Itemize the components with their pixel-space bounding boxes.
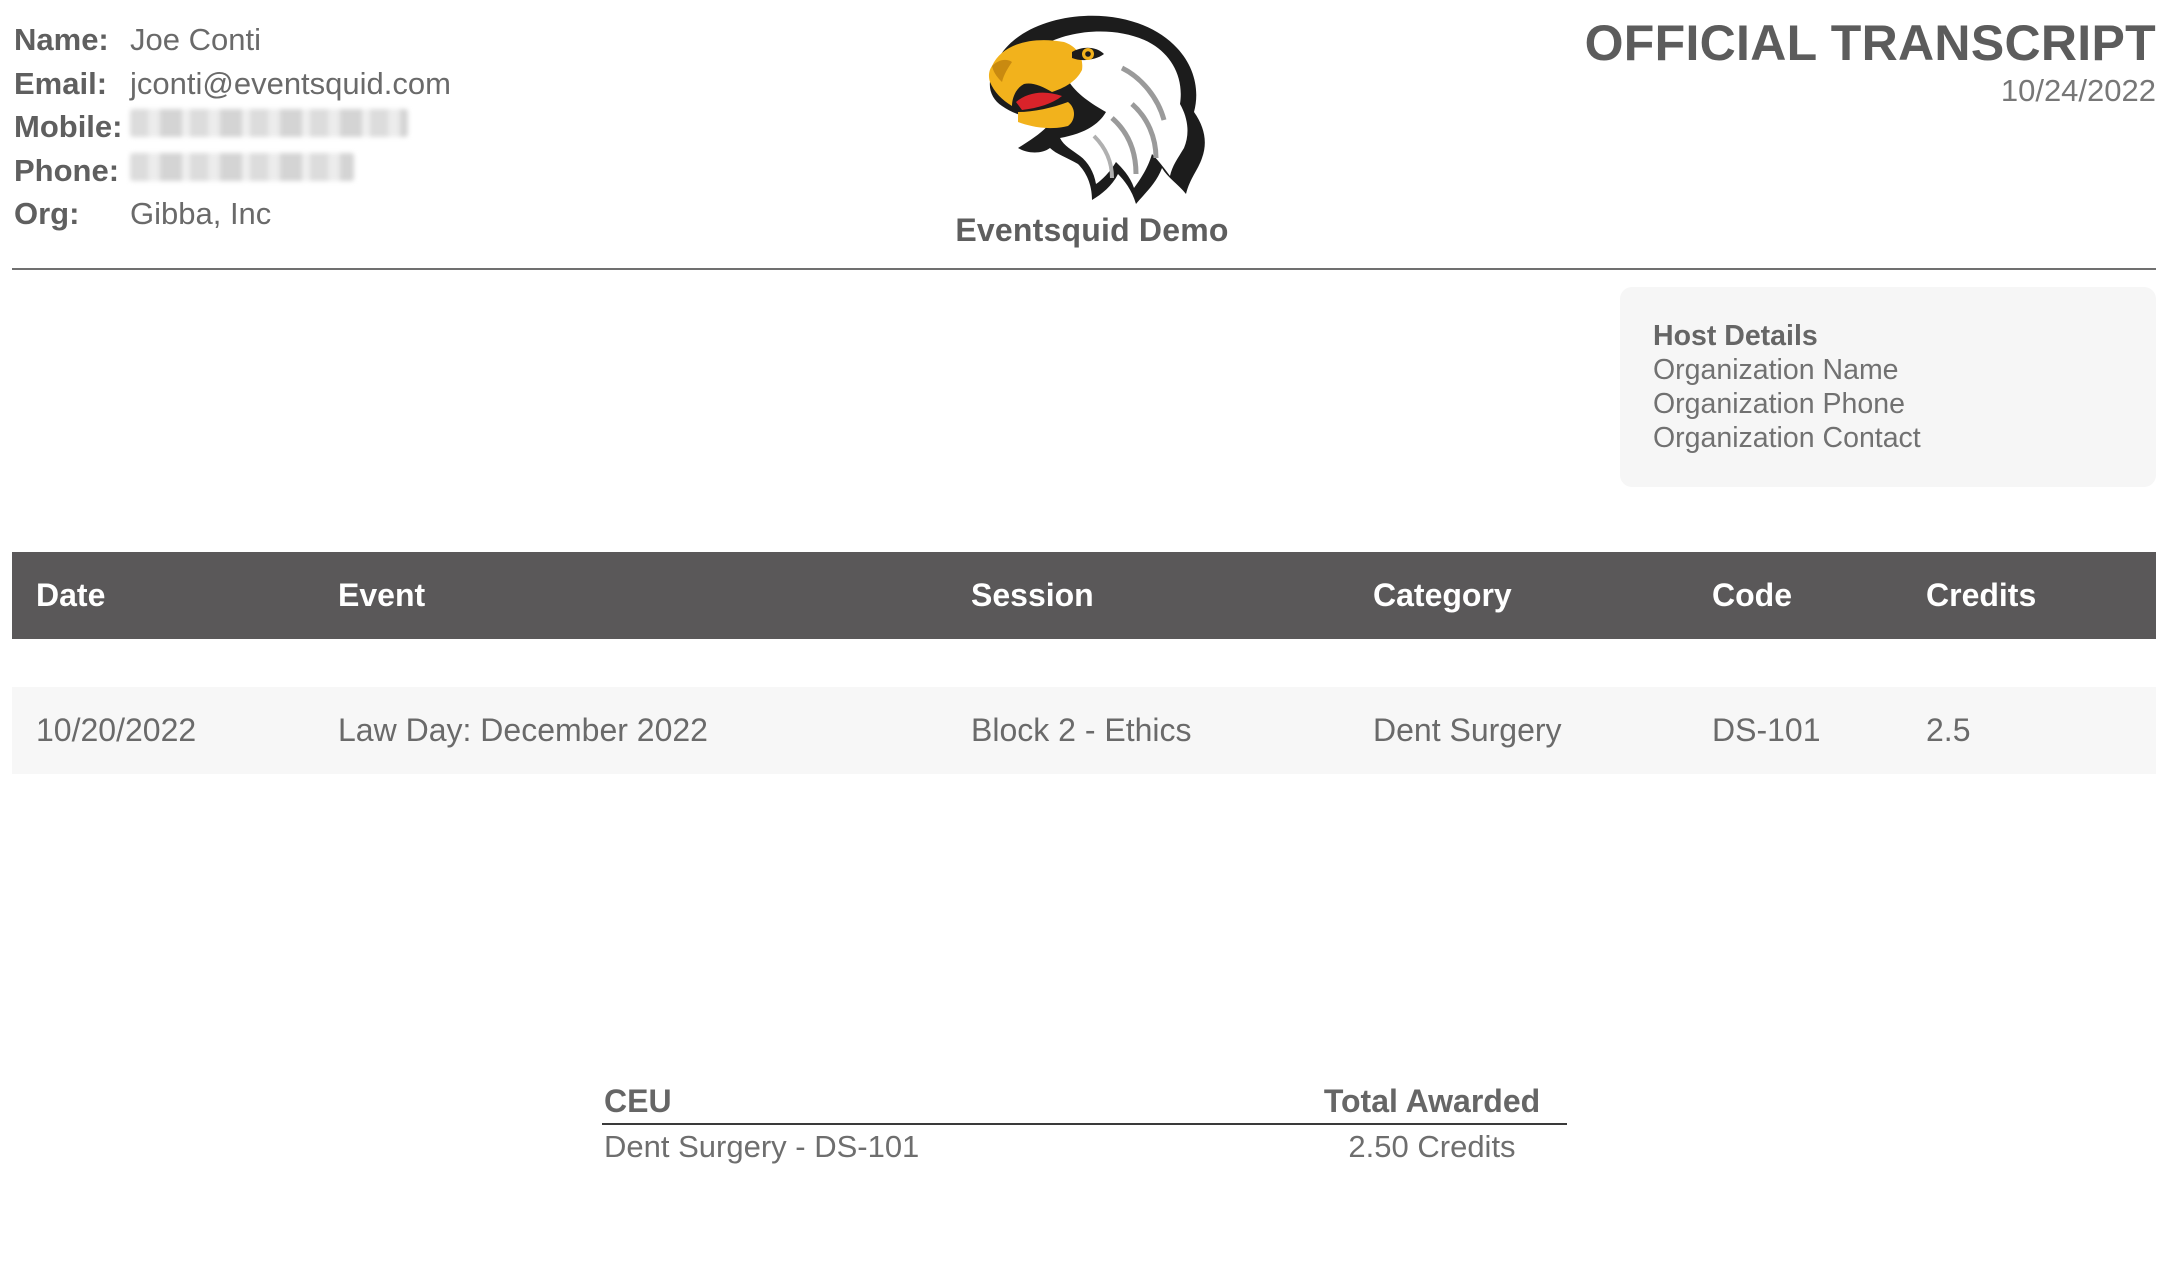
eagle-head-icon xyxy=(972,8,1212,208)
attendee-email: jconti@eventsquid.com xyxy=(130,65,451,101)
ceu-summary-table xyxy=(602,1080,1567,1169)
contact-org-row xyxy=(14,192,451,236)
ceu-summary-row xyxy=(602,1125,1567,1169)
redacted-mobile-number xyxy=(130,109,408,137)
table-header-row xyxy=(12,552,2156,639)
cell-session: Block 2 - Ethics xyxy=(971,712,1192,748)
cell-credits: 2.5 xyxy=(1926,712,1971,748)
header-credits: Credits xyxy=(1926,577,2037,613)
brand-block xyxy=(922,8,1262,249)
host-org-name: Organization Name xyxy=(1653,354,1899,386)
host-details-title: Host Details xyxy=(1653,320,1818,352)
ceu-name: Dent Surgery - DS-101 xyxy=(604,1129,920,1164)
org-label: Org: xyxy=(14,196,80,231)
contact-name-row xyxy=(14,18,451,62)
attendee-name: Joe Conti xyxy=(130,22,261,57)
attendee-contact-info xyxy=(14,18,451,236)
contact-mobile-row xyxy=(14,105,451,149)
total-awarded-column-header: Total Awarded xyxy=(1323,1083,1541,1119)
ceu-summary-header xyxy=(602,1080,1567,1125)
brand-name: Eventsquid Demo xyxy=(955,212,1229,248)
table-body xyxy=(12,687,2156,774)
host-org-contact: Organization Contact xyxy=(1653,422,1921,454)
ceu-column-header: CEU xyxy=(604,1083,672,1119)
header-date: Date xyxy=(36,577,106,613)
document-date: 10/24/2022 xyxy=(2000,73,2156,108)
contact-phone-row xyxy=(14,149,451,193)
header-event: Event xyxy=(338,577,426,613)
table-row xyxy=(12,687,2156,774)
document-meta xyxy=(1585,14,2156,110)
credits-table xyxy=(12,552,2156,774)
redacted-phone-number xyxy=(130,153,354,181)
attendee-org: Gibba, Inc xyxy=(130,196,272,231)
cell-category: Dent Surgery xyxy=(1373,712,1562,748)
header-code: Code xyxy=(1712,577,1792,613)
cell-code: DS-101 xyxy=(1712,712,1821,748)
phone-label: Phone: xyxy=(14,152,120,188)
name-label: Name: xyxy=(14,22,109,57)
ceu-total-awarded: 2.50 Credits xyxy=(1348,1129,1516,1164)
host-details-card xyxy=(1620,287,2156,487)
transcript-header xyxy=(12,0,2156,268)
contact-email-row xyxy=(14,62,451,106)
header-category: Category xyxy=(1373,577,1512,613)
mobile-label: Mobile: xyxy=(14,109,123,144)
host-org-phone: Organization Phone xyxy=(1653,388,1905,420)
cell-event: Law Day: December 2022 xyxy=(338,712,708,748)
header-session: Session xyxy=(971,577,1094,613)
header-divider xyxy=(12,268,2156,270)
cell-date: 10/20/2022 xyxy=(36,712,197,748)
document-title: OFFICIAL TRANSCRIPT xyxy=(1584,15,2156,71)
email-label: Email: xyxy=(14,65,108,101)
